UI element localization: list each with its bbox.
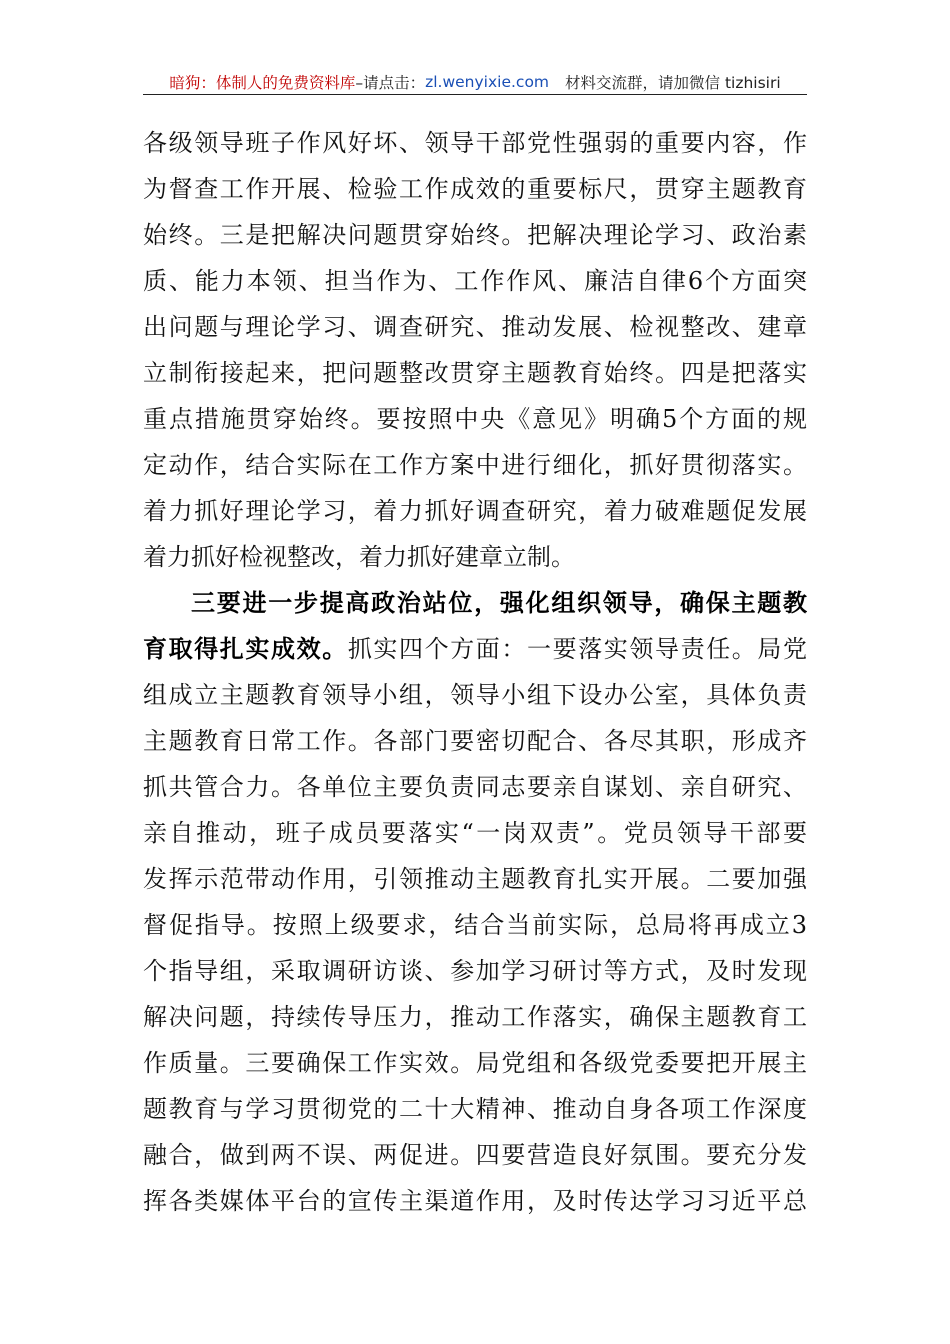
text-line — [143, 1132, 807, 1178]
text-line — [143, 856, 807, 902]
line-text: 抓共管合力。各单位主要负责同志要亲自谋划、亲自研究、 — [143, 773, 807, 801]
text-line — [143, 442, 807, 488]
line-text: 组成立主题教育领导小组，领导小组下设办公室，具体负责 — [143, 681, 807, 709]
text-line — [143, 718, 807, 764]
line-text: 个指导组，采取调研访谈、参加学习研讨等方式，及时发现 — [143, 957, 807, 985]
line-text: 作质量。三要确保工作实效。局党组和各级党委要把开展主 — [143, 1049, 807, 1077]
text-line — [143, 166, 807, 212]
line-text: 出问题与理论学习、调查研究、推动发展、检视整改、建章 — [143, 313, 807, 341]
text-line — [143, 120, 807, 166]
line-text: 始终。三是把解决问题贯穿始终。把解决理论学习、政治素 — [143, 221, 807, 249]
text-line — [143, 258, 807, 304]
line-text: 立制衔接起来，把问题整改贯穿主题教育始终。四是把落实 — [143, 359, 807, 387]
text-line — [143, 212, 807, 258]
line-text: 着力抓好检视整改，着力抓好建章立制。 — [143, 543, 575, 571]
line-text: 重点措施贯穿始终。要按照中央《意见》明确5个方面的规 — [143, 405, 807, 433]
text-line — [143, 764, 807, 810]
header-cta: –请点击： — [355, 74, 426, 92]
line-text: 题教育与学习贯彻党的二十大精神、推动自身各项工作深度 — [143, 1095, 807, 1123]
line-text: 各级领导班子作风好坏、领导干部党性强弱的重要内容，作 — [143, 129, 807, 157]
line-text: 融合，做到两不误、两促进。四要营造良好氛围。要充分发 — [143, 1141, 807, 1169]
text-line — [143, 1086, 807, 1132]
line-text: 发挥示范带动作用，引领推动主题教育扎实开展。二要加强 — [143, 865, 807, 893]
line-text: 为督查工作开展、检验工作成效的重要标尺，贯穿主题教育 — [143, 175, 807, 203]
text-line — [143, 672, 807, 718]
line-text: 质、能力本领、担当作为、工作作风、廉洁自律6个方面突 — [143, 267, 807, 295]
section-heading-text: 三要进一步提高政治站位，强化组织领导，确保主题教 — [191, 588, 807, 617]
text-line — [143, 810, 807, 856]
line-text: 挥各类媒体平台的宣传主渠道作用，及时传达学习习近平总 — [143, 1187, 807, 1215]
text-line — [143, 1178, 807, 1224]
line-text: 抓实四个方面：一要落实领导责任。局党 — [347, 635, 807, 663]
page-header — [143, 70, 807, 95]
section-heading-text: 育取得扎实成效。 — [143, 634, 348, 663]
header-link[interactable]: zl.wenyixie.com — [425, 73, 550, 91]
text-line — [143, 304, 807, 350]
text-line — [143, 1040, 807, 1086]
header-brand: 暗狗：体制人的免费资料库 — [169, 74, 356, 92]
text-line — [143, 994, 807, 1040]
line-text: 亲自推动，班子成员要落实“一岗双责”。党员领导干部要 — [143, 819, 807, 847]
text-line — [143, 350, 807, 396]
text-line — [143, 488, 807, 534]
text-line — [143, 948, 807, 994]
line-text: 解决问题，持续传导压力，推动工作落实，确保主题教育工 — [143, 1003, 807, 1031]
text-line — [143, 902, 807, 948]
text-line — [143, 626, 807, 672]
line-text: 着力抓好理论学习，着力抓好调查研究，着力破难题促发展 — [143, 497, 807, 525]
line-text: 督促指导。按照上级要求，结合当前实际，总局将再成立3 — [143, 911, 807, 939]
line-text: 主题教育日常工作。各部门要密切配合、各尽其职，形成齐 — [143, 727, 807, 755]
section-heading-line — [143, 580, 807, 626]
line-text: 定动作，结合实际在工作方案中进行细化，抓好贯彻落实。 — [143, 451, 807, 479]
document-body — [143, 120, 807, 1224]
text-line — [143, 534, 807, 580]
text-line — [143, 396, 807, 442]
header-group-info: 材料交流群，请加微信 tizhisiri — [565, 74, 781, 92]
